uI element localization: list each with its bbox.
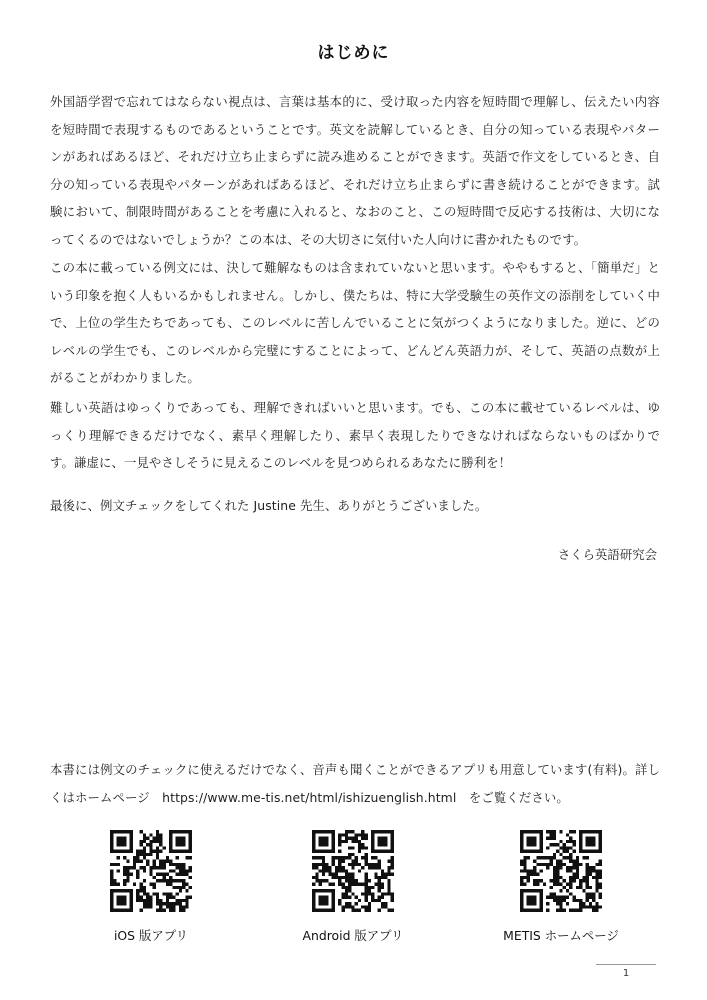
qr-metis-homepage[interactable]	[481, 830, 641, 944]
intro-paragraph-2: この本に載っている例文には、決して難解なものは含まれていないと思います。ややもすると、「簡単だ」という印象を抱く人もいるかもしれません。しかし、僕たちは、特に大学受験生の英作文の添削をしていく中で、上位の学生たちであっても、このレベルに苦しんでいることに気がつくようになりました。逆に、どのレベルの学生でも、このレベルから完璧にすることによって、どんどん英語力が、そして、英語の点数が上がることがわかりました。	[50, 260, 660, 385]
qr-code-icon	[312, 830, 394, 912]
qr-label-ios: iOS 版アプリ	[113, 928, 189, 943]
intro-paragraph-1: 外国語学習で忘れてはならない視点は、言葉は基本的に、受け取った内容を短時間で理解し、伝えたい内容を短時間で表現するものであるということです。英文を読解しているとき、自分の知っている表現やパターンがあればあるほど、それだけ立ち止まらずに読み進めることができます。英語で作文をしているとき、自分の知っている表現やパターンがあればあるほど、それだけ立ち止まらずに書き続けることができます。試験において、制限時間があることを考慮に入れると、なおのこと、この短時間で反応する技術は、大切になってくるのではないでしょうか？この本は、その大切さに気付いた人向けに書かれたものです。	[50, 94, 660, 247]
qr-android-app[interactable]	[273, 830, 433, 944]
qr-ios-app[interactable]	[71, 830, 231, 944]
qr-label-metis: METIS ホームページ	[503, 928, 619, 943]
qr-label-android: Android 版アプリ	[302, 928, 404, 943]
author-signature: さくら英語研究会	[557, 547, 657, 562]
app-notice-paragraph: 本書には例文のチェックに使えるだけでなく、音声も聞くことができるアプリも用意しています(有料)。詳しくはホームページ https://www.me-tis.net/html/ishizuenglish.html をご覧ください。	[50, 762, 660, 805]
qr-code-icon	[520, 830, 602, 912]
acknowledgement-paragraph: 最後に、例文チェックをしてくれた Justine 先生、ありがとうございました。	[50, 498, 488, 513]
intro-paragraph-3: 難しい英語はゆっくりであっても、理解できればいいと思います。でも、この本に載せているレベルは、ゆっくり理解できるだけでなく、素早く理解したり、素早く表現したりできなければならないものばかりです。謙虚に、一見やさしそうに見えるこのレベルを見つめられるあなたに勝利を！	[50, 400, 660, 470]
qr-code-icon	[110, 830, 192, 912]
footer-divider	[596, 964, 656, 965]
page-title: はじめに	[317, 43, 390, 63]
page-number: 1	[622, 968, 630, 979]
